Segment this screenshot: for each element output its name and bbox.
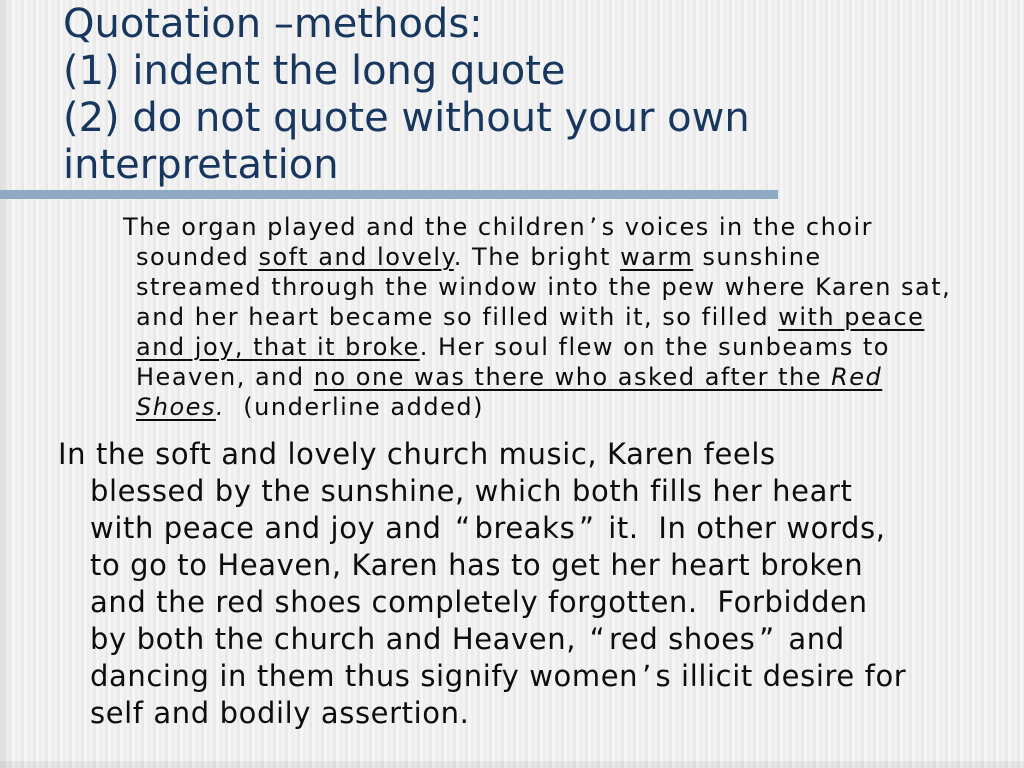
text-segment: ’: [589, 213, 599, 241]
text-line: [90, 658, 1024, 695]
text-segment: The organ played and the children: [123, 213, 587, 241]
text-segment: s illicit desire for: [655, 659, 907, 693]
text-segment: to go to Heaven, Karen has to get her heart broken: [90, 548, 864, 582]
text-segment: . The bright: [453, 243, 621, 271]
text-segment: Shoes: [136, 393, 216, 421]
text-line: [136, 272, 1024, 302]
text-segment: ”: [759, 622, 775, 656]
slide-left-edge-shading: [0, 0, 10, 768]
text-segment: red shoes: [609, 622, 756, 656]
text-line: [90, 621, 1024, 658]
text-line: [90, 473, 1024, 510]
text-line: [63, 48, 1013, 95]
text-segment: and joy, that it broke: [136, 333, 420, 361]
text-segment: (1) indent the long quote: [63, 48, 566, 94]
text-segment: blessed by the sunshine, which both fills her heart: [90, 474, 853, 508]
text-segment: with peace: [778, 303, 925, 331]
text-segment: Quotation –methods:: [63, 1, 483, 47]
text-line: [63, 142, 1013, 189]
text-line: [58, 436, 1024, 473]
text-line: [63, 1, 1013, 48]
text-line: [90, 695, 1024, 732]
text-segment: by both the church and Heaven,: [90, 622, 586, 656]
text-line: [90, 584, 1024, 621]
text-segment: dancing in them thus signify women: [90, 659, 639, 693]
indented-quote-block: [123, 212, 1024, 422]
text-segment: .: [215, 393, 226, 421]
text-segment: and the red shoes completely forgotten. Forbidden: [90, 585, 868, 619]
text-segment: ’: [641, 659, 652, 693]
text-line: [136, 362, 1024, 392]
text-segment: “: [589, 622, 606, 656]
text-line: [136, 302, 1024, 332]
text-segment: with peace and joy and: [90, 511, 452, 545]
text-segment: sunshine: [693, 243, 822, 271]
interpretation-paragraph: [58, 436, 1024, 732]
text-segment: self and bodily assertion.: [90, 696, 470, 730]
text-line: [90, 547, 1024, 584]
text-segment: Heaven, and: [136, 363, 314, 391]
text-line: [90, 510, 1024, 547]
text-line: [63, 95, 1013, 142]
slide-title: [63, 1, 1013, 189]
text-segment: soft and lovely: [258, 243, 454, 271]
text-line: [123, 212, 1024, 242]
text-segment: streamed through the window into the pew where Karen sat,: [136, 273, 952, 301]
text-segment: s voices in the choir: [601, 213, 874, 241]
text-segment: . Her soul flew on the sunbeams to: [419, 333, 890, 361]
text-segment: “: [455, 511, 471, 545]
text-segment: Red: [831, 363, 883, 391]
text-segment: and: [778, 622, 845, 656]
text-segment: (underline added): [225, 393, 484, 421]
text-line: [136, 332, 1024, 362]
text-segment: no one was there who asked after the: [313, 363, 832, 391]
slide-bottom-edge-shading: [0, 761, 1024, 768]
text-segment: breaks: [474, 511, 576, 545]
text-line: [136, 392, 1024, 422]
text-segment: warm: [620, 243, 694, 271]
text-segment: and her heart became so filled with it, so filled: [136, 303, 779, 331]
text-segment: ”: [579, 511, 595, 545]
text-segment: it. In other words,: [598, 511, 886, 545]
text-segment: sounded: [136, 243, 259, 271]
text-segment: In the soft and lovely church music, Karen feels: [58, 437, 776, 471]
text-line: [136, 242, 1024, 272]
text-segment: (2) do not quote without your own: [63, 95, 750, 141]
text-segment: interpretation: [63, 142, 339, 188]
title-divider-rule: [0, 190, 778, 199]
